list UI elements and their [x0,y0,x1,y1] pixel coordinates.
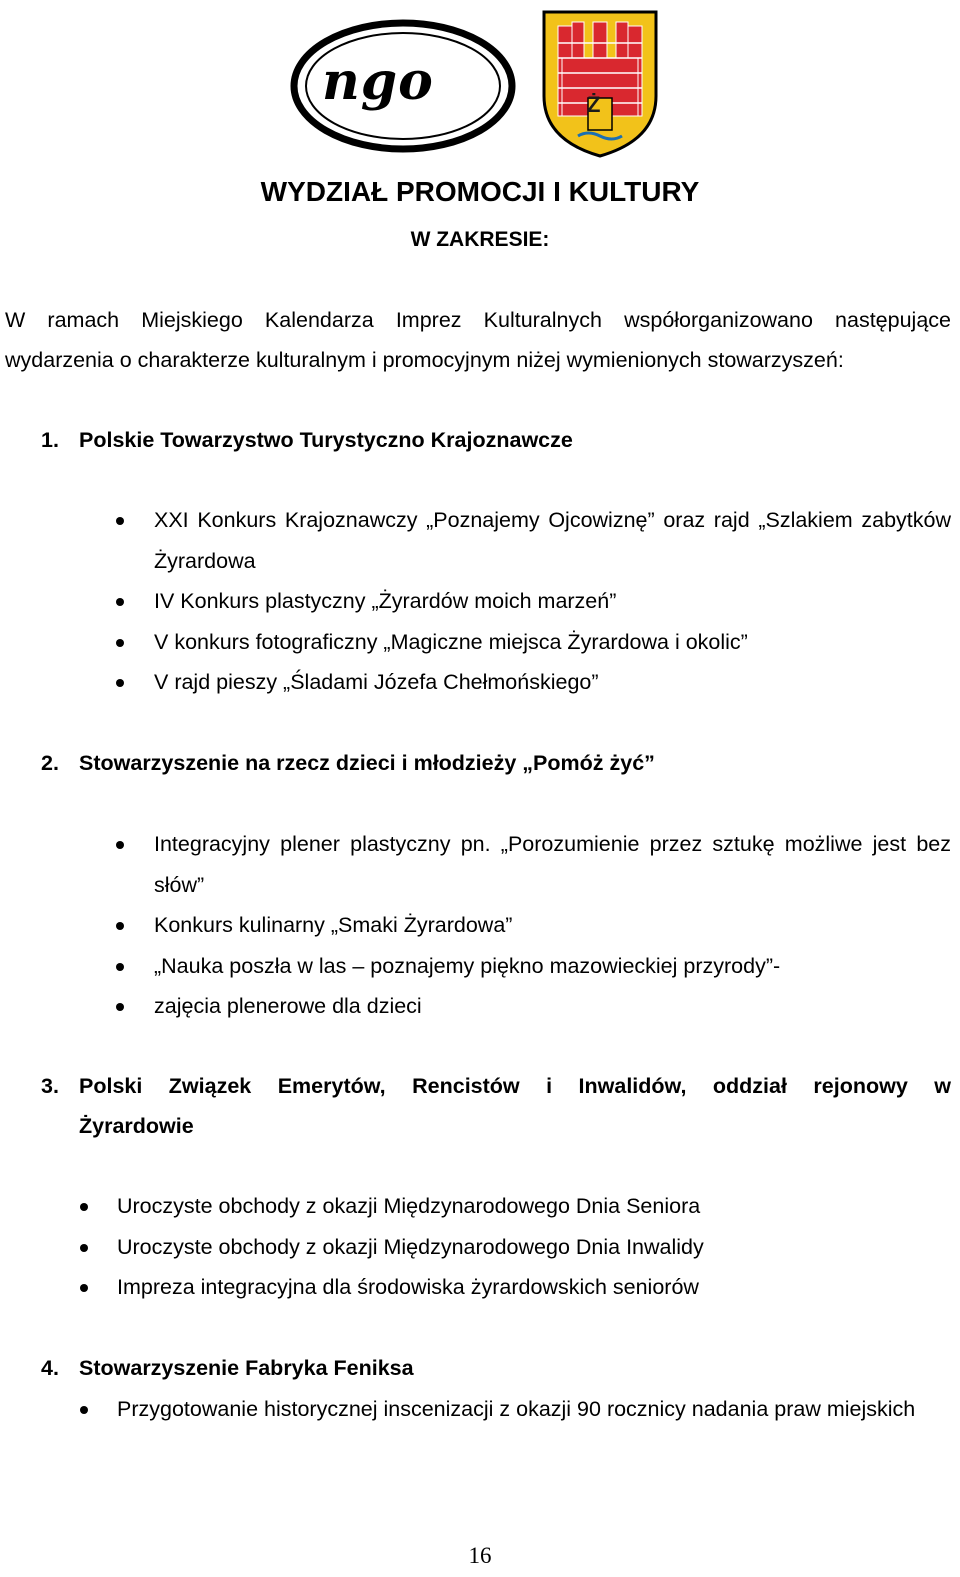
page-subtitle: W ZAKRESIE: [410,228,550,251]
list-item-text: Przygotowanie historycznej inscenizacji z okazji 90 rocznicy nadania praw miejskich [117,1397,916,1421]
section-number: 3. [41,1074,59,1098]
bullet-icon [80,1244,88,1252]
list-item-text: IV Konkurs plastyczny „Żyrardów moich marzeń” [154,589,617,613]
section-2-list [154,824,951,1027]
list-item [117,1186,951,1227]
ngo-logo-text: ngo [322,51,434,112]
section-number: 4. [41,1356,59,1380]
section-title: Polskie Towarzystwo Turystyczno Krajoznawcze [79,428,573,452]
list-item-text: V rajd pieszy „Śladami Józefa Chełmońskiego” [154,670,599,694]
bullet-icon [116,517,124,525]
page-number: 16 [468,1543,492,1568]
list-item-text: Uroczyste obchody z okazji Międzynarodowego Dnia Seniora [117,1194,701,1218]
section-1-list [154,500,951,703]
bullet-icon [80,1203,88,1211]
list-item [117,1267,951,1308]
list-item [154,905,951,946]
bullet-icon [116,639,124,647]
section-title: Stowarzyszenie na rzecz dzieci i młodzieży „Pomóż żyć” [79,751,655,775]
list-item [117,1389,951,1430]
crest-letter: Ż [587,92,601,117]
list-item-text: Konkurs kulinarny „Smaki Żyrardowa” [154,913,513,937]
list-item-text: „Nauka poszła w las – poznajemy piękno mazowieckiej przyrody”- [154,953,781,978]
list-item-text: Integracyjny plener plastyczny pn. „Porozumienie przez sztukę możliwe jest bez słów” [154,832,951,897]
list-item [117,1227,951,1268]
bullet-icon [116,841,124,849]
page-title: WYDZIAŁ PROMOCJI I KULTURY [260,176,700,207]
section-title: Polski Związek Emerytów, Rencistów i Inwalidów, oddział rejonowy w Żyrardowie [79,1074,951,1138]
section-title: Stowarzyszenie Fabryka Feniksa [79,1356,414,1380]
bullet-icon [116,963,124,971]
section-number: 2. [41,751,59,775]
list-item [154,581,951,622]
list-item [154,622,951,663]
section-number: 1. [41,428,59,452]
list-item [154,500,951,581]
bullet-icon [116,922,124,930]
bullet-icon [116,598,124,606]
bullet-icon [80,1406,88,1414]
bullet-icon [116,1003,124,1011]
section-heading-3 [0,1066,960,1146]
list-item [154,986,951,1027]
list-item-text: V konkurs fotograficzny „Magiczne miejsca Żyrardowa i okolic” [154,629,748,654]
list-item-text: zajęcia plenerowe dla dzieci [154,994,422,1018]
list-item [154,946,951,987]
header-logos [0,0,960,165]
list-item-text: XXI Konkurs Krajoznawczy „Poznajemy Ojcowiznę” oraz rajd „Szlakiem zabytków Żyrardowa [154,508,951,573]
intro-paragraph: W ramach Miejskiego Kalendarza Imprez Kulturalnych współorganizowano następujące wydarzenia o charakterze kulturalnym i promocyjnym niżej wymienionych stowarzyszeń: [5,308,951,372]
list-item-text: Impreza integracyjna dla środowiska żyrardowskich seniorów [117,1275,699,1299]
list-item [154,824,951,905]
list-item [154,662,951,703]
city-crest-logo [540,8,660,160]
section-4-list [117,1389,951,1430]
section-3-list [117,1186,951,1308]
list-item-text: Uroczyste obchody z okazji Międzynarodowego Dnia Inwalidy [117,1234,704,1259]
bullet-icon [116,679,124,687]
bullet-icon [80,1284,88,1292]
